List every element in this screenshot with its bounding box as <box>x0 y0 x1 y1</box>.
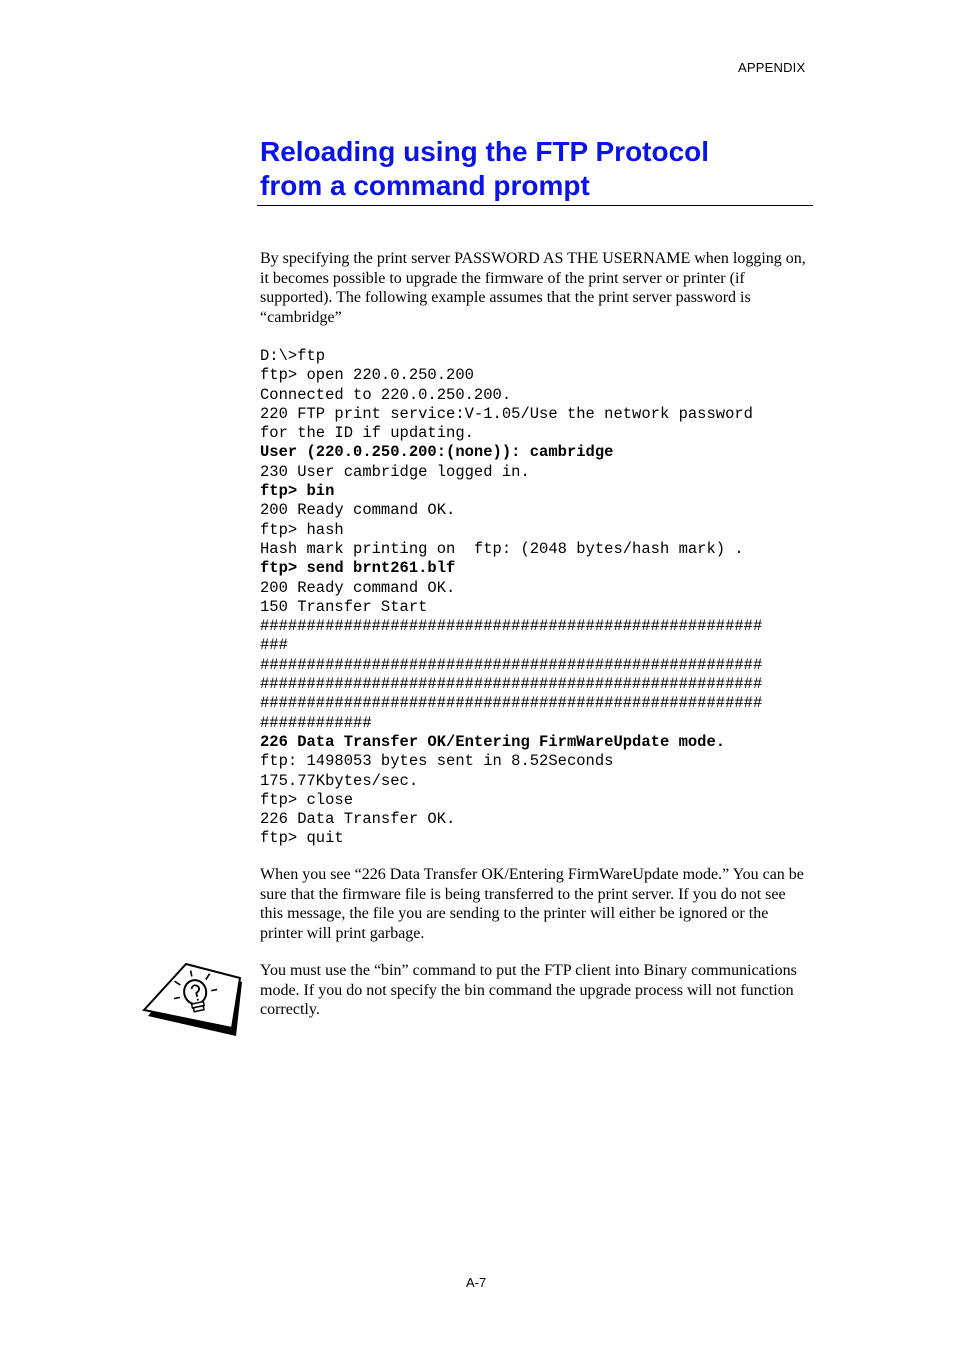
code-line: for the ID if updating. <box>260 424 474 443</box>
code-line: ############ <box>260 713 372 732</box>
code-line: User (220.0.250.200:(none)): cambridge <box>260 443 614 462</box>
code-line: 220 FTP print service:V-1.05/Use the network password <box>260 404 753 423</box>
explanation-paragraph: When you see “226 Data Transfer OK/Entering FirmWareUpdate mode.” You can be sure that the firmware file is being transferred to the print server. If you do not see this message, the file you are sending to the printer will either be ignored or the printer will print garbage. <box>260 866 804 942</box>
code-line: ###################################################### <box>260 675 763 694</box>
title-divider <box>257 205 813 206</box>
page-title-line-1: Reloading using the FTP Protocol <box>260 136 710 167</box>
code-line: ### <box>260 636 288 655</box>
page-title-line-2: from a command prompt <box>260 170 590 201</box>
code-line: Hash mark printing on ftp: (2048 bytes/hash mark) . <box>260 539 744 558</box>
code-line: ftp> open 220.0.250.200 <box>260 366 474 385</box>
running-header: APPENDIX <box>738 60 806 75</box>
code-line: 200 Ready command OK. <box>260 578 456 597</box>
code-line: 226 Data Transfer OK/Entering FirmWareUpdate mode. <box>260 732 726 751</box>
code-line: 175.77Kbytes/sec. <box>260 771 419 790</box>
ftp-session-code-block <box>260 347 820 849</box>
page-title <box>260 135 780 203</box>
intro-paragraph: By specifying the print server PASSWORD AS THE USERNAME when logging on, it becomes possible to upgrade the firmware of the print server or printer (if supported). The following example assumes that the print server password is “cambridge” <box>260 250 806 326</box>
code-line: ###################################################### <box>260 655 763 674</box>
code-line: 150 Transfer Start <box>260 597 428 616</box>
code-line: 200 Ready command OK. <box>260 501 456 520</box>
code-line: Connected to 220.0.250.200. <box>260 385 512 404</box>
page-number: A-7 <box>466 1275 487 1290</box>
code-line: 230 User cambridge logged in. <box>260 462 530 481</box>
code-line: ftp> bin <box>260 482 335 501</box>
code-line: ftp> quit <box>260 829 344 848</box>
code-line: 226 Data Transfer OK. <box>260 810 456 829</box>
code-line: ftp> hash <box>260 520 344 539</box>
code-line: ###################################################### <box>260 617 763 636</box>
code-line: D:\>ftp <box>260 347 326 365</box>
code-line: ftp> close <box>260 790 354 809</box>
code-line: ftp> send brnt261.blf <box>260 559 456 578</box>
code-line: ###################################################### <box>260 694 763 713</box>
lightbulb-note-icon <box>142 962 246 1040</box>
note-text: You must use the “bin” command to put the FTP client into Binary communications mode. If you do not specify the bin command the upgrade process will not function correctly. <box>260 962 797 1018</box>
code-line: ftp: 1498053 bytes sent in 8.52Seconds <box>260 752 614 771</box>
